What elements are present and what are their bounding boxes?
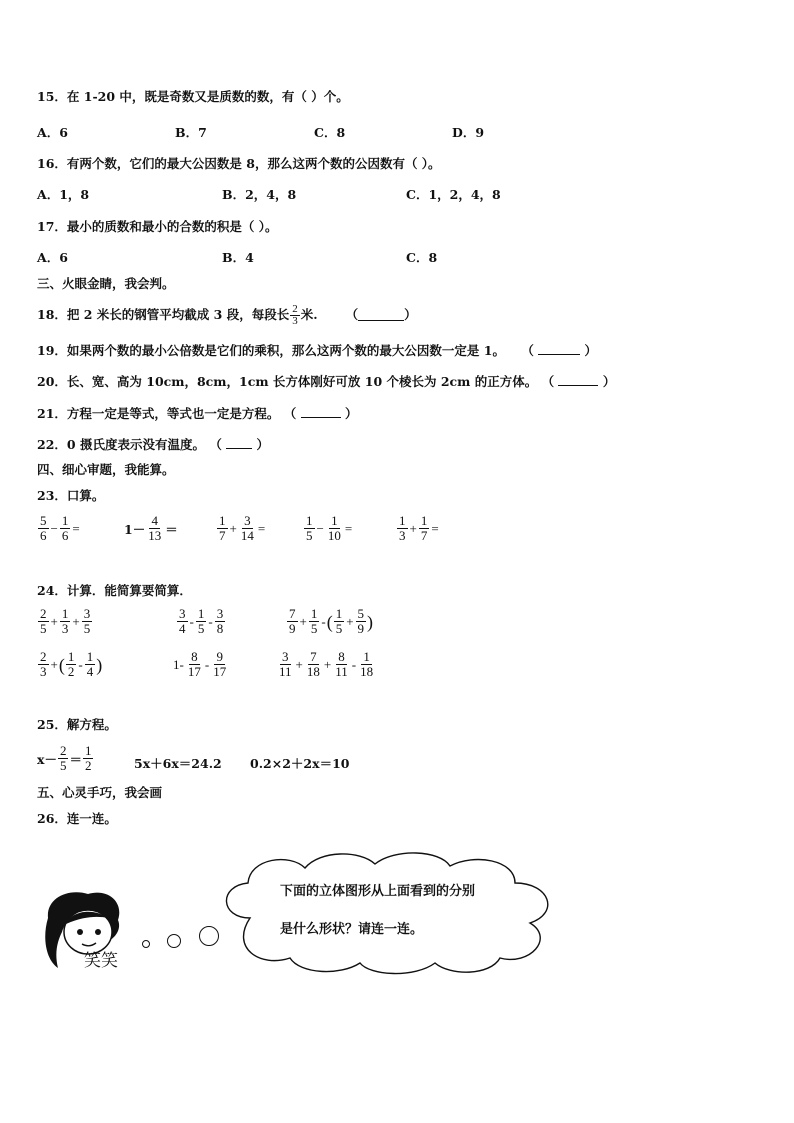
q19-paren-close: ） — [584, 343, 598, 358]
equals: = — [257, 520, 266, 536]
q19-answer-blank[interactable] — [538, 343, 580, 355]
q21-text: 21．方程一定是等式，等式也一定是方程。 — [37, 406, 280, 421]
question-22 — [37, 437, 269, 453]
q22-text: 22．0 摄氏度表示没有温度。 — [37, 437, 205, 452]
q18-paren-open: （ — [345, 307, 359, 322]
q18-paren-close: ） — [404, 307, 417, 322]
question-20 — [37, 374, 615, 390]
q16-option-c[interactable]: C．1，2，4，8 — [406, 187, 501, 202]
fraction: $\frac{1}{5}$ — [306, 513, 313, 543]
q24-expr-2: $\frac{3}{4}$ - $\frac{1}{5}$ - $\frac{3}{8}$ — [179, 606, 224, 636]
thought-bubble-small — [142, 940, 150, 948]
q23-item-2 — [124, 514, 179, 543]
question-15: 15．在 1-20 中，既是奇数又是质数的数，有（ ）个。 — [37, 89, 349, 104]
q25-equation-3: 0.2×2＋2x＝10 — [250, 756, 350, 771]
q22-answer-blank[interactable] — [226, 437, 252, 449]
q15-option-b[interactable]: B．7 — [175, 125, 207, 140]
cloud-text-line-1: 下面的立体图形从上面看到的分别 — [280, 884, 476, 899]
q20-answer-blank[interactable] — [558, 374, 598, 386]
q23-item-1 — [37, 514, 81, 543]
question-19 — [37, 343, 597, 359]
q16-option-b[interactable]: B．2，4，8 — [222, 187, 297, 202]
section-3-heading: 三、火眼金睛，我会判。 — [37, 276, 175, 291]
thought-bubble-large — [199, 926, 219, 946]
q20-text: 20．长、宽、高为 10cm，8cm，1cm 长方体刚好可放 10 个棱长为 2cm 的正方体。 — [37, 374, 538, 389]
q22-paren-close: ） — [256, 437, 270, 452]
fraction: $\frac{1}{10}$ — [327, 513, 341, 543]
q24-expr-1: $\frac{2}{5}$ + $\frac{1}{3}$ + $\frac{3}{5}$ — [40, 606, 91, 636]
q18-numerator: 2 — [292, 302, 298, 315]
fraction: $\frac{1}{7}$ — [219, 513, 226, 543]
operator: − — [316, 520, 324, 536]
question-17: 17．最小的质数和最小的合数的积是（ ）。 — [37, 219, 278, 234]
question-18 — [37, 302, 417, 328]
girl-label: 笑笑 — [84, 951, 118, 971]
q24-expr-4: $\frac{2}{3}$ + ( $\frac{1}{2}$ - $\frac{1}{4}$ ) — [40, 649, 103, 679]
q15-option-d[interactable]: D．9 — [452, 125, 485, 140]
fraction: $\frac{1}{3}$ — [399, 513, 406, 543]
thought-cloud-icon — [210, 848, 570, 978]
q18-denominator: 3 — [292, 314, 298, 327]
equals: ＝ — [165, 521, 178, 537]
fraction: $\frac{1}{6}$ — [61, 513, 69, 543]
q23-item-5 — [396, 514, 440, 543]
q15-option-a[interactable]: A．6 — [37, 125, 68, 140]
equals: = — [72, 520, 80, 536]
cloud-text-line-2: 是什么形状？请连一连。 — [280, 922, 424, 937]
fraction: $\frac{1}{7}$ — [420, 513, 428, 543]
q16-option-a[interactable]: A．1，8 — [37, 187, 90, 202]
question-26-title: 26．连一连。 — [37, 811, 117, 826]
q21-answer-blank[interactable] — [301, 406, 341, 418]
q21-paren-open: （ — [283, 406, 297, 421]
q17-option-c[interactable]: C．8 — [406, 250, 438, 265]
operator: − — [50, 520, 58, 536]
q20-paren-open: （ — [541, 374, 555, 389]
operator: + — [229, 520, 237, 536]
q24-expr-6: $\frac{3}{11}$ + $\frac{7}{18}$ + $\frac{8}{11}$ - $\frac{1}{18}$ — [279, 649, 374, 679]
fraction: $\frac{4}{13}$ — [148, 513, 162, 543]
q19-text: 19．如果两个数的最小公倍数是它们的乘积，那么这两个数的最大公因数一定是 1。 — [37, 343, 505, 358]
q24-expr-5: 1- $\frac{8}{17}$ - $\frac{9}{17}$ — [173, 649, 227, 679]
question-21 — [37, 406, 358, 422]
q18-text: 18．把 2 米长的钢管平均截成 3 段，每段长 — [37, 307, 290, 322]
q15-option-c[interactable]: C．8 — [314, 125, 346, 140]
q18-unit: 米. — [300, 307, 318, 322]
equals: = — [431, 520, 439, 536]
question-24-title: 24．计算．能简算要简算． — [37, 583, 192, 598]
q23-item-4 — [303, 514, 353, 543]
q19-paren-open: （ — [521, 343, 534, 358]
q24-expr-3: $\frac{7}{9}$ + $\frac{1}{5}$ - ( $\frac{1}{5}$ + $\frac{5}{9}$ ) — [289, 606, 374, 636]
q17-option-a[interactable]: A．6 — [37, 250, 68, 265]
question-25-title: 25．解方程。 — [37, 717, 117, 732]
question-23-title: 23．口算。 — [37, 488, 105, 503]
section-4-heading: 四、细心审题，我能算。 — [37, 462, 175, 477]
q18-fraction — [290, 304, 300, 327]
operator: + — [409, 520, 417, 536]
q20-paren-close: ） — [602, 374, 616, 389]
equals: = — [344, 520, 353, 536]
q25-equation-2: 5x＋6x＝24.2 — [134, 756, 222, 771]
q22-paren-open: （ — [209, 437, 222, 452]
question-16: 16．有两个数，它们的最大公因数是 8，那么这两个数的公因数有（ ）。 — [37, 156, 441, 171]
q25-equation-1: x－ $\frac{2}{5}$ ＝ $\frac{1}{2}$ — [37, 743, 92, 773]
q23-item-3 — [216, 514, 266, 543]
q17-option-b[interactable]: B．4 — [222, 250, 254, 265]
fraction: $\frac{3}{14}$ — [240, 513, 254, 543]
section-5-heading: 五、心灵手巧，我会画 — [37, 785, 163, 800]
thought-bubble-medium — [167, 934, 181, 948]
q21-paren-close: ） — [345, 406, 358, 421]
leading-term: 1－ — [124, 521, 146, 537]
q18-answer-blank[interactable] — [358, 309, 404, 321]
fraction: $\frac{5}{6}$ — [40, 513, 47, 543]
